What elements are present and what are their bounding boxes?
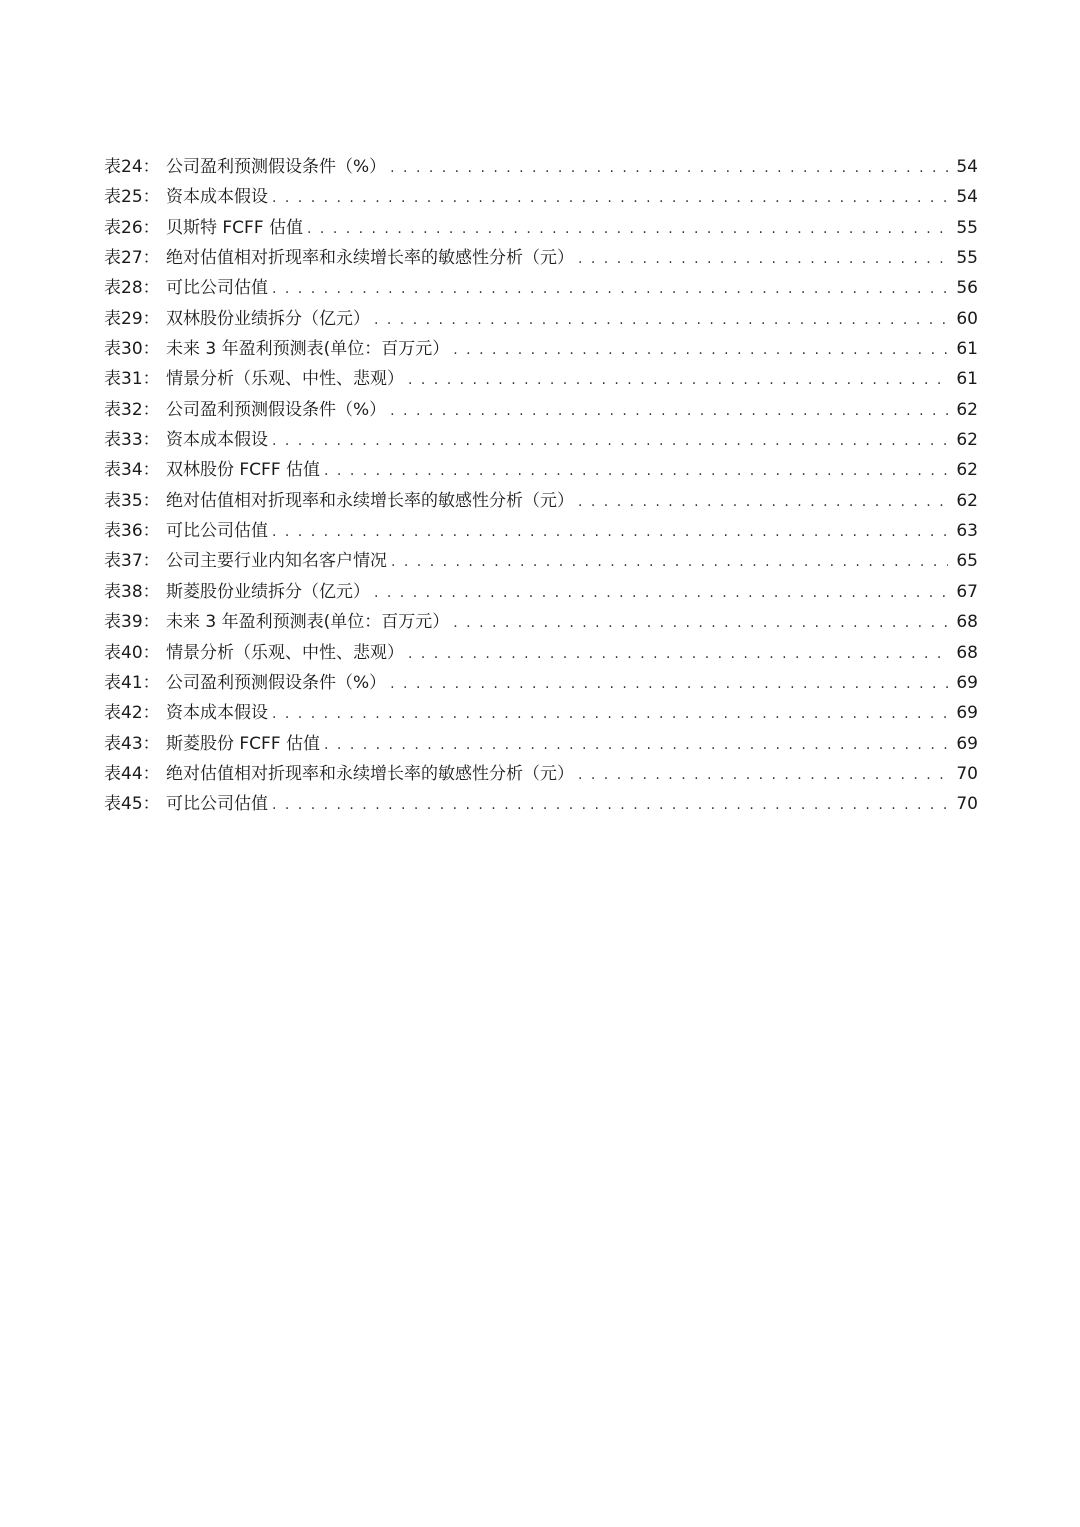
toc-entry-title: 绝对估值相对折现率和永续增长率的敏感性分析（元） xyxy=(166,490,574,511)
toc-entry-page: 62 xyxy=(956,399,978,420)
toc-entry[interactable] xyxy=(104,759,978,789)
toc-entry-title: 公司盈利预测假设条件（%） xyxy=(166,399,387,420)
toc-entry[interactable] xyxy=(104,182,978,212)
toc-entry-page: 70 xyxy=(956,794,978,815)
toc-dot-leader xyxy=(408,365,948,395)
toc-entry-page: 69 xyxy=(956,733,978,754)
toc-entry[interactable] xyxy=(104,607,978,637)
toc-dot-leader xyxy=(307,214,948,244)
toc-entry[interactable] xyxy=(104,304,978,334)
toc-entry[interactable] xyxy=(104,364,978,394)
toc-entry-label: 表43： xyxy=(104,733,160,754)
toc-entry[interactable] xyxy=(104,243,978,273)
toc-entry-label: 表24： xyxy=(104,157,160,177)
toc-entry[interactable] xyxy=(104,577,978,607)
toc-entry-page: 62 xyxy=(956,490,978,511)
toc-entry-title: 绝对估值相对折现率和永续增长率的敏感性分析（元） xyxy=(166,763,574,784)
toc-dot-leader xyxy=(272,183,948,213)
toc-entry-page: 61 xyxy=(956,339,978,360)
toc-entry-page: 54 xyxy=(956,187,978,208)
toc-dot-leader xyxy=(272,274,948,304)
toc-entry-label: 表39： xyxy=(104,612,160,633)
toc-entry-title: 贝斯特 FCFF 估值 xyxy=(166,217,304,238)
toc-entry-label: 表41： xyxy=(104,672,160,693)
toc-entry-label: 表25： xyxy=(104,187,160,208)
toc-entry-page: 55 xyxy=(956,248,978,269)
toc-entry-title: 斯菱股份 FCFF 估值 xyxy=(166,733,321,754)
toc-entry-title: 公司主要行业内知名客户情况 xyxy=(166,551,387,572)
toc-entry-page: 68 xyxy=(956,612,978,633)
toc-entry[interactable] xyxy=(104,698,978,728)
toc-entry-page: 60 xyxy=(956,308,978,329)
toc-entry-page: 68 xyxy=(956,642,978,663)
toc-entry-label: 表33： xyxy=(104,430,160,451)
toc-dot-leader xyxy=(390,669,948,699)
toc-entry-title: 资本成本假设 xyxy=(166,187,268,208)
toc-dot-leader xyxy=(374,305,948,335)
toc-entry[interactable] xyxy=(104,729,978,759)
toc-entry-title: 情景分析（乐观、中性、悲观） xyxy=(166,369,404,390)
toc-entry[interactable] xyxy=(104,486,978,516)
toc-entry-label: 表35： xyxy=(104,490,160,511)
toc-entry-page: 69 xyxy=(956,672,978,693)
toc-dot-leader xyxy=(324,456,948,486)
toc-entry-label: 表38： xyxy=(104,581,160,602)
toc-entry[interactable] xyxy=(104,546,978,576)
toc-entry-title: 公司盈利预测假设条件（%） xyxy=(166,672,387,693)
toc-entry-title: 双林股份业绩拆分（亿元） xyxy=(166,308,370,329)
toc-entry[interactable] xyxy=(104,455,978,485)
toc-entry-title: 绝对估值相对折现率和永续增长率的敏感性分析（元） xyxy=(166,248,574,269)
toc-entry-title: 斯菱股份业绩拆分（亿元） xyxy=(166,581,370,602)
toc-entry[interactable] xyxy=(104,334,978,364)
table-of-contents xyxy=(104,152,978,820)
toc-entry-page: 62 xyxy=(956,430,978,451)
toc-entry-label: 表32： xyxy=(104,399,160,420)
toc-entry[interactable] xyxy=(104,395,978,425)
toc-entry[interactable] xyxy=(104,668,978,698)
toc-entry[interactable] xyxy=(104,152,978,182)
toc-dot-leader xyxy=(272,699,948,729)
toc-entry[interactable] xyxy=(104,516,978,546)
toc-entry-page: 63 xyxy=(956,521,978,542)
toc-entry-page: 70 xyxy=(956,763,978,784)
toc-entry-title: 情景分析（乐观、中性、悲观） xyxy=(166,642,404,663)
toc-entry-page: 65 xyxy=(956,551,978,572)
toc-dot-leader xyxy=(324,730,948,760)
toc-entry-title: 可比公司估值 xyxy=(166,521,268,542)
toc-entry[interactable] xyxy=(104,638,978,668)
toc-dot-leader xyxy=(374,578,948,608)
toc-entry-title: 公司盈利预测假设条件（%） xyxy=(166,157,387,177)
toc-entry-label: 表36： xyxy=(104,521,160,542)
toc-entry-title: 可比公司估值 xyxy=(166,278,268,299)
toc-entry-label: 表28： xyxy=(104,278,160,299)
toc-entry-label: 表31： xyxy=(104,369,160,390)
toc-entry-title: 未来 3 年盈利预测表(单位：百万元） xyxy=(166,339,450,360)
toc-entry-label: 表30： xyxy=(104,339,160,360)
toc-dot-leader xyxy=(390,396,948,426)
toc-entry-page: 62 xyxy=(956,460,978,481)
toc-entry-label: 表26： xyxy=(104,217,160,238)
toc-dot-leader xyxy=(453,608,948,638)
toc-entry-title: 可比公司估值 xyxy=(166,794,268,815)
toc-dot-leader xyxy=(453,335,948,365)
toc-dot-leader xyxy=(272,517,948,547)
toc-dot-leader xyxy=(408,639,948,669)
toc-entry-label: 表45： xyxy=(104,794,160,815)
toc-entry-title: 未来 3 年盈利预测表(单位：百万元） xyxy=(166,612,450,633)
toc-entry-title: 双林股份 FCFF 估值 xyxy=(166,460,321,481)
toc-dot-leader xyxy=(272,426,948,456)
toc-entry[interactable] xyxy=(104,425,978,455)
toc-entry-title: 资本成本假设 xyxy=(166,430,268,451)
toc-entry-page: 54 xyxy=(956,157,978,177)
toc-entry-page: 67 xyxy=(956,581,978,602)
toc-entry-label: 表27： xyxy=(104,248,160,269)
toc-entry[interactable] xyxy=(104,273,978,303)
toc-entry-label: 表37： xyxy=(104,551,160,572)
toc-dot-leader xyxy=(578,760,948,790)
toc-entry-label: 表29： xyxy=(104,308,160,329)
toc-entry[interactable] xyxy=(104,789,978,819)
toc-entry-page: 69 xyxy=(956,703,978,724)
toc-dot-leader xyxy=(578,244,948,274)
toc-entry-label: 表42： xyxy=(104,703,160,724)
toc-entry-page: 55 xyxy=(956,217,978,238)
toc-entry-page: 56 xyxy=(956,278,978,299)
toc-entry-label: 表40： xyxy=(104,642,160,663)
toc-entry-title: 资本成本假设 xyxy=(166,703,268,724)
toc-dot-leader xyxy=(578,487,948,517)
toc-entry-label: 表34： xyxy=(104,460,160,481)
toc-dot-leader xyxy=(390,153,948,183)
toc-entry-page: 61 xyxy=(956,369,978,390)
toc-entry[interactable] xyxy=(104,213,978,243)
toc-entry-label: 表44： xyxy=(104,763,160,784)
toc-dot-leader xyxy=(391,547,948,577)
toc-dot-leader xyxy=(272,790,948,820)
